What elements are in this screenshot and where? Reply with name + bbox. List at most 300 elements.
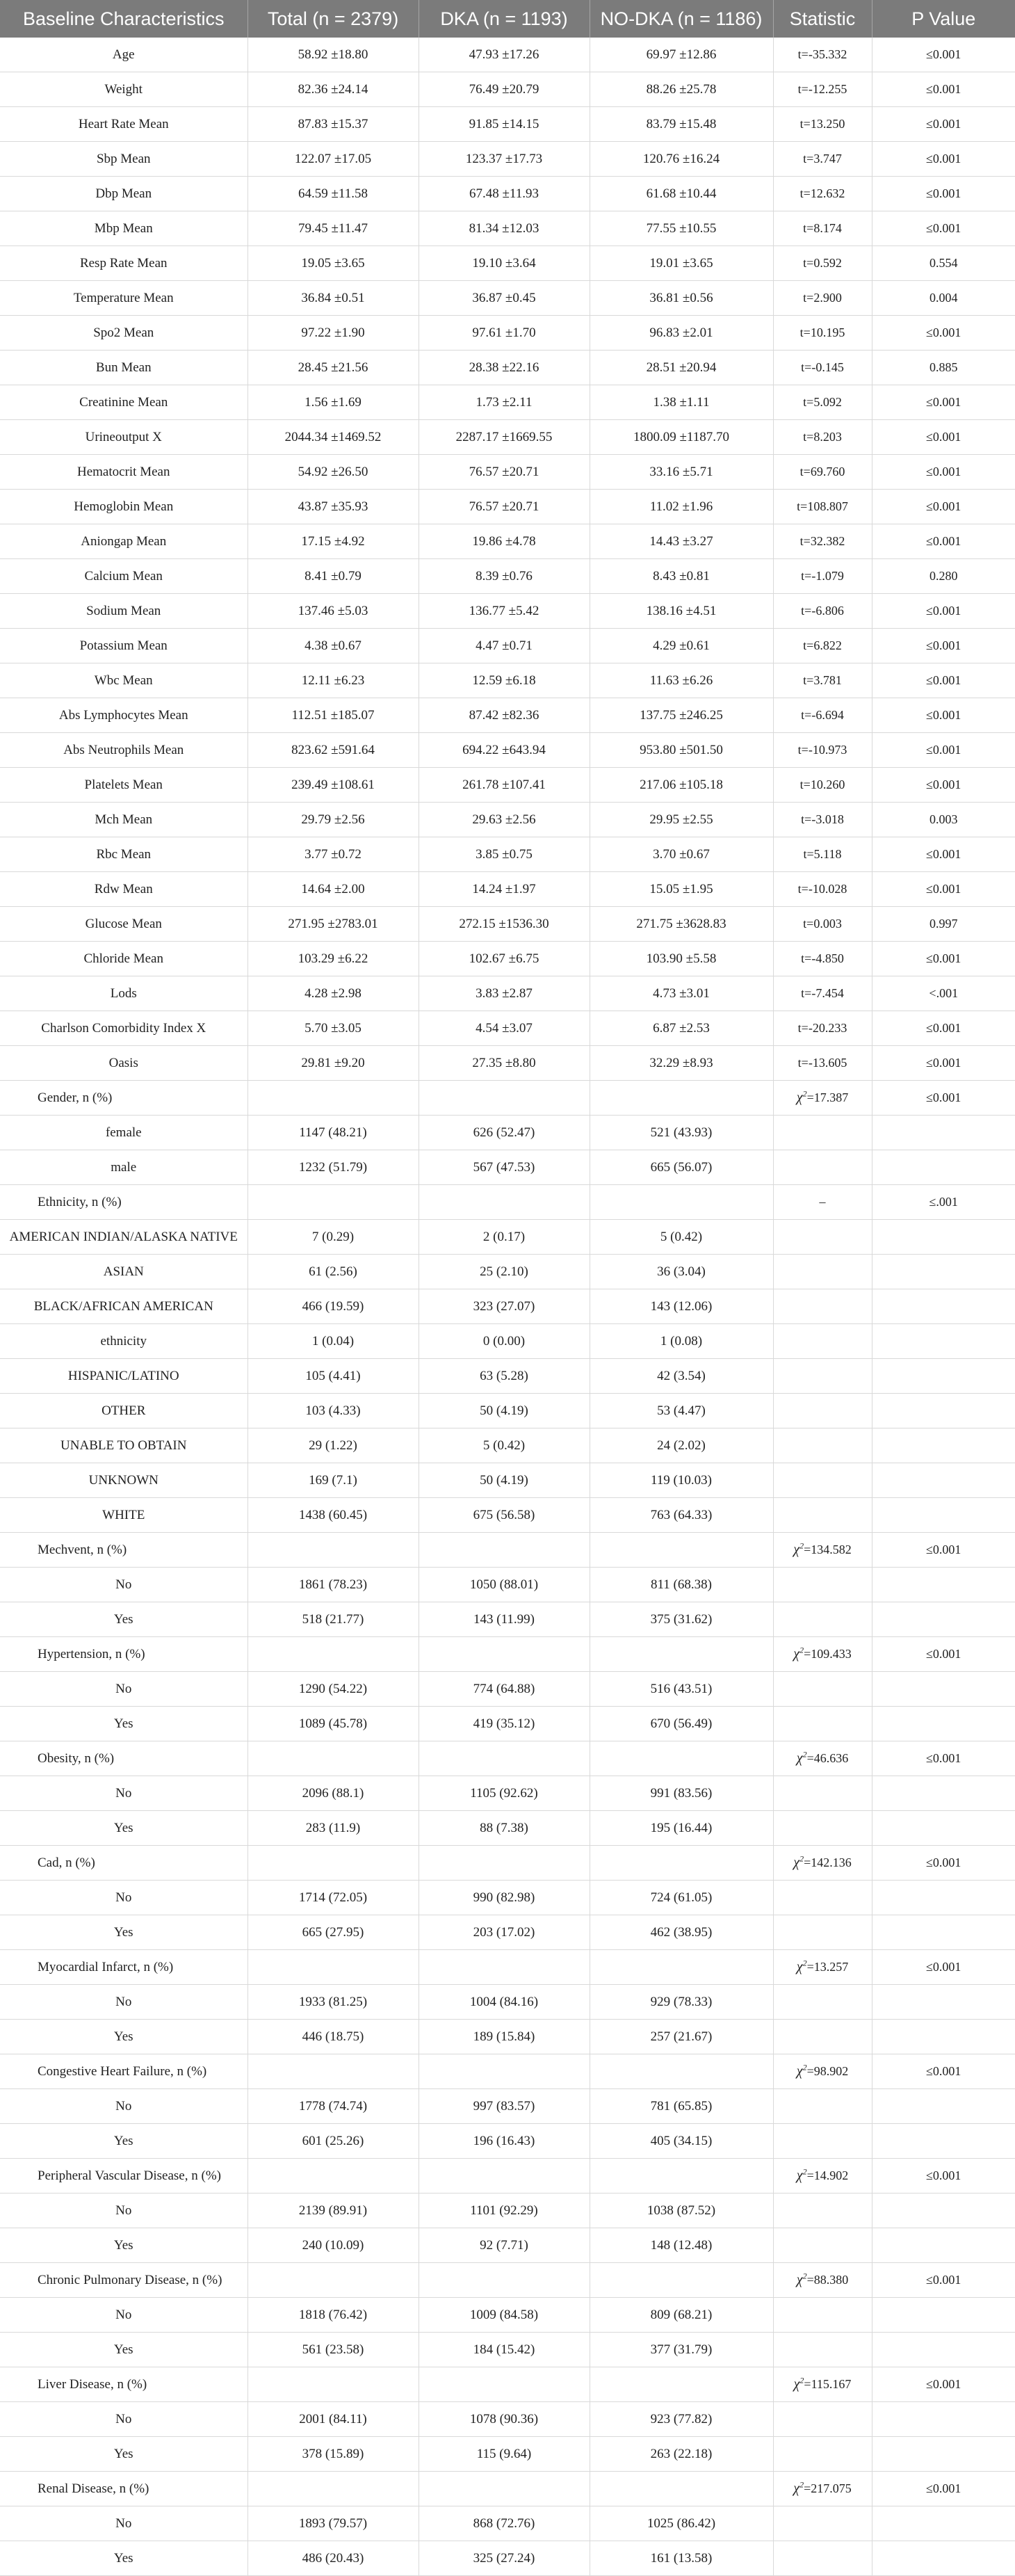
- statistic-value: [773, 2506, 872, 2541]
- no-dka-value: 69.97 ±12.86: [590, 38, 773, 72]
- p-value: [872, 1985, 1015, 2020]
- chi-square-symbol: $\chi^2$: [793, 1540, 804, 1557]
- statistic-value: [773, 2333, 872, 2367]
- table-row: [0, 663, 1015, 698]
- row-label: BLACK/AFRICAN AMERICAN: [0, 1289, 247, 1324]
- p-value: ≤0.001: [872, 1533, 1015, 1568]
- table-group-row: [0, 1741, 1015, 1776]
- no-dka-value: 405 (34.15): [590, 2124, 773, 2159]
- p-value: ≤0.001: [872, 1950, 1015, 1985]
- row-label: Dbp Mean: [0, 177, 247, 211]
- total-value: 1232 (51.79): [247, 1150, 419, 1185]
- statistic-value: [773, 1741, 872, 1776]
- dka-value: 91.85 ±14.15: [419, 107, 590, 142]
- dka-value: 92 (7.71): [419, 2228, 590, 2263]
- table-row: [0, 524, 1015, 559]
- dka-value: 2287.17 ±1669.55: [419, 420, 590, 455]
- statistic-value: [773, 1498, 872, 1533]
- chi-square-symbol: $\chi^2$: [796, 1088, 807, 1105]
- table-row: [0, 733, 1015, 768]
- table-row: [0, 211, 1015, 246]
- statistic-value: t=10.195: [773, 316, 872, 351]
- table-row: [0, 2298, 1015, 2333]
- dka-value: 323 (27.07): [419, 1289, 590, 1324]
- dka-value: 123.37 ±17.73: [419, 142, 590, 177]
- statistic-value: t=-35.332: [773, 38, 872, 72]
- chi-square-value: 98.902: [813, 2064, 849, 2078]
- p-value: ≤0.001: [872, 142, 1015, 177]
- total-value: 58.92 ±18.80: [247, 38, 419, 72]
- total-value: 446 (18.75): [247, 2020, 419, 2054]
- dka-value: 3.85 ±0.75: [419, 837, 590, 872]
- p-value: ≤0.001: [872, 316, 1015, 351]
- row-label: Obesity, n (%): [0, 1741, 247, 1776]
- dka-value: [419, 2263, 590, 2298]
- statistic-value: [773, 2193, 872, 2228]
- total-value: 1714 (72.05): [247, 1881, 419, 1915]
- statistic-value: [773, 1568, 872, 1602]
- row-label: No: [0, 1985, 247, 2020]
- total-value: 54.92 ±26.50: [247, 455, 419, 490]
- row-label: No: [0, 2506, 247, 2541]
- no-dka-value: 462 (38.95): [590, 1915, 773, 1950]
- no-dka-value: 33.16 ±5.71: [590, 455, 773, 490]
- no-dka-value: [590, 1185, 773, 1220]
- row-label: Potassium Mean: [0, 629, 247, 663]
- dka-value: 5 (0.42): [419, 1428, 590, 1463]
- table-row: [0, 1498, 1015, 1533]
- p-value: 0.997: [872, 907, 1015, 942]
- statistic-value: t=6.822: [773, 629, 872, 663]
- table-row: [0, 1811, 1015, 1846]
- no-dka-value: 88.26 ±25.78: [590, 72, 773, 107]
- dka-value: 1105 (92.62): [419, 1776, 590, 1811]
- dka-value: 626 (52.47): [419, 1116, 590, 1150]
- row-label: Rdw Mean: [0, 872, 247, 907]
- dka-value: 1101 (92.29): [419, 2193, 590, 2228]
- no-dka-value: 4.29 ±0.61: [590, 629, 773, 663]
- statistic-value: t=-20.233: [773, 1011, 872, 1046]
- statistic-value: [773, 1463, 872, 1498]
- no-dka-value: 1038 (87.52): [590, 2193, 773, 2228]
- statistic-value: [773, 2054, 872, 2089]
- dka-value: 997 (83.57): [419, 2089, 590, 2124]
- p-value: [872, 1255, 1015, 1289]
- p-value: [872, 2541, 1015, 2576]
- no-dka-value: 137.75 ±246.25: [590, 698, 773, 733]
- p-value: [872, 1568, 1015, 1602]
- statistic-value: t=3.781: [773, 663, 872, 698]
- table-row: [0, 1324, 1015, 1359]
- dka-value: 102.67 ±6.75: [419, 942, 590, 976]
- chi-square-equals: =: [804, 1543, 811, 1556]
- dka-value: [419, 1741, 590, 1776]
- chi-square-value: 142.136: [811, 1855, 852, 1869]
- total-value: 1933 (81.25): [247, 1985, 419, 2020]
- no-dka-value: 377 (31.79): [590, 2333, 773, 2367]
- p-value: ≤0.001: [872, 72, 1015, 107]
- row-label: Yes: [0, 1602, 247, 1637]
- chi-square-value: 109.433: [811, 1647, 852, 1661]
- statistic-value: t=32.382: [773, 524, 872, 559]
- statistic-value: t=13.250: [773, 107, 872, 142]
- row-label: Myocardial Infarct, n (%): [0, 1950, 247, 1985]
- statistic-value: [773, 1289, 872, 1324]
- p-value: 0.885: [872, 351, 1015, 385]
- total-value: 4.38 ±0.67: [247, 629, 419, 663]
- column-header-total: Total (n = 2379): [247, 0, 419, 38]
- p-value: ≤0.001: [872, 837, 1015, 872]
- total-value: 169 (7.1): [247, 1463, 419, 1498]
- no-dka-value: 14.43 ±3.27: [590, 524, 773, 559]
- row-label: Abs Neutrophils Mean: [0, 733, 247, 768]
- no-dka-value: 670 (56.49): [590, 1707, 773, 1741]
- column-header-statistic: Statistic: [773, 0, 872, 38]
- no-dka-value: 28.51 ±20.94: [590, 351, 773, 385]
- dka-value: 272.15 ±1536.30: [419, 907, 590, 942]
- table-row: [0, 1428, 1015, 1463]
- p-value: [872, 2228, 1015, 2263]
- p-value: [872, 1220, 1015, 1255]
- p-value: [872, 1672, 1015, 1707]
- p-value: ≤0.001: [872, 524, 1015, 559]
- no-dka-value: 42 (3.54): [590, 1359, 773, 1394]
- total-value: 122.07 ±17.05: [247, 142, 419, 177]
- table-group-row: [0, 1185, 1015, 1220]
- dka-value: [419, 1846, 590, 1881]
- dka-value: [419, 1185, 590, 1220]
- table-group-row: [0, 1081, 1015, 1116]
- dka-value: 0 (0.00): [419, 1324, 590, 1359]
- table-row: [0, 142, 1015, 177]
- total-value: 5.70 ±3.05: [247, 1011, 419, 1046]
- p-value: ≤0.001: [872, 942, 1015, 976]
- statistic-value: [773, 1950, 872, 1985]
- table-group-row: [0, 1637, 1015, 1672]
- p-value: [872, 1915, 1015, 1950]
- total-value: [247, 2367, 419, 2402]
- row-label: OTHER: [0, 1394, 247, 1428]
- row-label: No: [0, 2298, 247, 2333]
- p-value: 0.003: [872, 803, 1015, 837]
- table-group-row: [0, 1950, 1015, 1985]
- table-row: [0, 490, 1015, 524]
- no-dka-value: 263 (22.18): [590, 2437, 773, 2472]
- row-label: No: [0, 1568, 247, 1602]
- dka-value: 67.48 ±11.93: [419, 177, 590, 211]
- table-row: [0, 698, 1015, 733]
- statistic-value: t=108.807: [773, 490, 872, 524]
- p-value: [872, 1881, 1015, 1915]
- row-label: Oasis: [0, 1046, 247, 1081]
- row-label: Yes: [0, 1915, 247, 1950]
- dka-value: 81.34 ±12.03: [419, 211, 590, 246]
- total-value: 561 (23.58): [247, 2333, 419, 2367]
- statistic-value: [773, 1881, 872, 1915]
- no-dka-value: 103.90 ±5.58: [590, 942, 773, 976]
- row-label: Peripheral Vascular Disease, n (%): [0, 2159, 247, 2193]
- p-value: ≤0.001: [872, 594, 1015, 629]
- row-label: Glucose Mean: [0, 907, 247, 942]
- p-value: ≤0.001: [872, 663, 1015, 698]
- dka-value: 3.83 ±2.87: [419, 976, 590, 1011]
- p-value: ≤0.001: [872, 629, 1015, 663]
- column-header-characteristics: Baseline Characteristics: [0, 0, 247, 38]
- statistic-value: [773, 1150, 872, 1185]
- total-value: 823.62 ±591.64: [247, 733, 419, 768]
- no-dka-value: [590, 2367, 773, 2402]
- statistic-value: [773, 1255, 872, 1289]
- dka-value: 19.86 ±4.78: [419, 524, 590, 559]
- total-value: 283 (11.9): [247, 1811, 419, 1846]
- statistic-value: t=-6.806: [773, 594, 872, 629]
- row-label: Mch Mean: [0, 803, 247, 837]
- table-group-row: [0, 2159, 1015, 2193]
- statistic-value: t=-10.028: [773, 872, 872, 907]
- chi-square-equals: =: [804, 2481, 811, 2495]
- no-dka-value: 77.55 ±10.55: [590, 211, 773, 246]
- row-label: Aniongap Mean: [0, 524, 247, 559]
- p-value: ≤0.001: [872, 1081, 1015, 1116]
- row-label: Cad, n (%): [0, 1846, 247, 1881]
- row-label: Hypertension, n (%): [0, 1637, 247, 1672]
- p-value: <.001: [872, 976, 1015, 1011]
- no-dka-value: 148 (12.48): [590, 2228, 773, 2263]
- p-value: [872, 1463, 1015, 1498]
- dka-value: 87.42 ±82.36: [419, 698, 590, 733]
- row-label: Ethnicity, n (%): [0, 1185, 247, 1220]
- row-label: Rbc Mean: [0, 837, 247, 872]
- no-dka-value: 96.83 ±2.01: [590, 316, 773, 351]
- no-dka-value: 36.81 ±0.56: [590, 281, 773, 316]
- statistic-value: [773, 2437, 872, 2472]
- chi-square-symbol: $\chi^2$: [793, 1645, 804, 1661]
- statistic-value: t=8.174: [773, 211, 872, 246]
- row-label: ethnicity: [0, 1324, 247, 1359]
- row-label: Heart Rate Mean: [0, 107, 247, 142]
- chi-square-equals: =: [806, 2064, 814, 2078]
- no-dka-value: 991 (83.56): [590, 1776, 773, 1811]
- no-dka-value: 4.73 ±3.01: [590, 976, 773, 1011]
- statistic-value: t=12.632: [773, 177, 872, 211]
- no-dka-value: 923 (77.82): [590, 2402, 773, 2437]
- dka-value: 419 (35.12): [419, 1707, 590, 1741]
- total-value: 14.64 ±2.00: [247, 872, 419, 907]
- chi-square-symbol: $\chi^2$: [796, 2271, 807, 2287]
- row-label: Yes: [0, 2020, 247, 2054]
- row-label: Hemoglobin Mean: [0, 490, 247, 524]
- total-value: 1 (0.04): [247, 1324, 419, 1359]
- total-value: 1438 (60.45): [247, 1498, 419, 1533]
- statistic-value: [773, 2020, 872, 2054]
- dka-value: 4.47 ±0.71: [419, 629, 590, 663]
- header-row: [0, 0, 1015, 38]
- dka-value: 189 (15.84): [419, 2020, 590, 2054]
- p-value: 0.004: [872, 281, 1015, 316]
- table-row: [0, 942, 1015, 976]
- row-label: Resp Rate Mean: [0, 246, 247, 281]
- dka-value: 12.59 ±6.18: [419, 663, 590, 698]
- table-row: [0, 1255, 1015, 1289]
- p-value: ≤0.001: [872, 1741, 1015, 1776]
- total-value: 64.59 ±11.58: [247, 177, 419, 211]
- statistic-value: [773, 1707, 872, 1741]
- no-dka-value: [590, 1950, 773, 1985]
- no-dka-value: [590, 1533, 773, 1568]
- row-label: No: [0, 1776, 247, 1811]
- chi-square-equals: =: [806, 2273, 814, 2287]
- no-dka-value: [590, 2263, 773, 2298]
- total-value: 137.46 ±5.03: [247, 594, 419, 629]
- no-dka-value: 1800.09 ±1187.70: [590, 420, 773, 455]
- total-value: 61 (2.56): [247, 1255, 419, 1289]
- total-value: 1089 (45.78): [247, 1707, 419, 1741]
- table-row: [0, 1046, 1015, 1081]
- p-value: [872, 1498, 1015, 1533]
- total-value: [247, 1637, 419, 1672]
- table-row: [0, 2402, 1015, 2437]
- dka-value: 1050 (88.01): [419, 1568, 590, 1602]
- dka-value: 25 (2.10): [419, 1255, 590, 1289]
- statistic-value: [773, 1985, 872, 2020]
- chi-square-equals: =: [806, 1960, 814, 1974]
- no-dka-value: [590, 1846, 773, 1881]
- dka-value: [419, 1081, 590, 1116]
- dka-value: 8.39 ±0.76: [419, 559, 590, 594]
- table-row: [0, 1359, 1015, 1394]
- no-dka-value: [590, 2159, 773, 2193]
- statistic-value: [773, 1637, 872, 1672]
- statistic-value: –: [773, 1185, 872, 1220]
- dka-value: 203 (17.02): [419, 1915, 590, 1950]
- total-value: 103 (4.33): [247, 1394, 419, 1428]
- p-value: [872, 2402, 1015, 2437]
- dka-value: 1004 (84.16): [419, 1985, 590, 2020]
- dka-value: 694.22 ±643.94: [419, 733, 590, 768]
- row-label: Charlson Comorbidity Index X: [0, 1011, 247, 1046]
- total-value: 43.87 ±35.93: [247, 490, 419, 524]
- total-value: 29.81 ±9.20: [247, 1046, 419, 1081]
- table-group-row: [0, 1846, 1015, 1881]
- p-value: ≤0.001: [872, 2054, 1015, 2089]
- p-value: ≤0.001: [872, 2263, 1015, 2298]
- row-label: Sodium Mean: [0, 594, 247, 629]
- no-dka-value: 375 (31.62): [590, 1602, 773, 1637]
- table-row: [0, 246, 1015, 281]
- total-value: 378 (15.89): [247, 2437, 419, 2472]
- chi-square-equals: =: [806, 1751, 814, 1765]
- dka-value: 136.77 ±5.42: [419, 594, 590, 629]
- p-value: ≤0.001: [872, 107, 1015, 142]
- table-row: [0, 1289, 1015, 1324]
- row-label: UNKNOWN: [0, 1463, 247, 1498]
- row-label: Age: [0, 38, 247, 72]
- dka-value: 50 (4.19): [419, 1394, 590, 1428]
- p-value: ≤0.001: [872, 1046, 1015, 1081]
- total-value: 518 (21.77): [247, 1602, 419, 1637]
- table-row: [0, 768, 1015, 803]
- table-row: [0, 1707, 1015, 1741]
- no-dka-value: 724 (61.05): [590, 1881, 773, 1915]
- dka-value: 675 (56.58): [419, 1498, 590, 1533]
- statistic-value: [773, 2263, 872, 2298]
- table-group-row: [0, 2472, 1015, 2506]
- total-value: 601 (25.26): [247, 2124, 419, 2159]
- chi-square-value: 134.582: [811, 1543, 852, 1556]
- row-label: Chloride Mean: [0, 942, 247, 976]
- row-label: Chronic Pulmonary Disease, n (%): [0, 2263, 247, 2298]
- dka-value: 76.49 ±20.79: [419, 72, 590, 107]
- statistic-value: [773, 1220, 872, 1255]
- dka-value: 261.78 ±107.41: [419, 768, 590, 803]
- no-dka-value: 1 (0.08): [590, 1324, 773, 1359]
- table-row: [0, 316, 1015, 351]
- p-value: [872, 1602, 1015, 1637]
- chi-square-value: 14.902: [813, 2168, 849, 2182]
- chi-square-symbol: $\chi^2$: [793, 2375, 804, 2392]
- table-row: [0, 2228, 1015, 2263]
- statistic-value: [773, 2298, 872, 2333]
- no-dka-value: 120.76 ±16.24: [590, 142, 773, 177]
- row-label: female: [0, 1116, 247, 1150]
- no-dka-value: [590, 1081, 773, 1116]
- row-label: Sbp Mean: [0, 142, 247, 177]
- total-value: 29.79 ±2.56: [247, 803, 419, 837]
- dka-value: 88 (7.38): [419, 1811, 590, 1846]
- total-value: 4.28 ±2.98: [247, 976, 419, 1011]
- table-row: [0, 976, 1015, 1011]
- table-row: [0, 351, 1015, 385]
- statistic-value: t=0.592: [773, 246, 872, 281]
- no-dka-value: 257 (21.67): [590, 2020, 773, 2054]
- dka-value: 774 (64.88): [419, 1672, 590, 1707]
- table-row: [0, 1220, 1015, 1255]
- total-value: 665 (27.95): [247, 1915, 419, 1950]
- p-value: ≤0.001: [872, 2472, 1015, 2506]
- dka-value: 14.24 ±1.97: [419, 872, 590, 907]
- table-row: [0, 629, 1015, 663]
- total-value: 79.45 ±11.47: [247, 211, 419, 246]
- statistic-value: t=-3.018: [773, 803, 872, 837]
- table-row: [0, 1672, 1015, 1707]
- table-row: [0, 72, 1015, 107]
- statistic-value: [773, 2124, 872, 2159]
- table-row: [0, 1394, 1015, 1428]
- dka-value: 2 (0.17): [419, 1220, 590, 1255]
- total-value: 3.77 ±0.72: [247, 837, 419, 872]
- statistic-value: [773, 1602, 872, 1637]
- table-row: [0, 1463, 1015, 1498]
- total-value: 1147 (48.21): [247, 1116, 419, 1150]
- no-dka-value: [590, 1741, 773, 1776]
- table-row: [0, 2437, 1015, 2472]
- p-value: ≤0.001: [872, 733, 1015, 768]
- row-label: male: [0, 1150, 247, 1185]
- table-row: [0, 803, 1015, 837]
- dka-value: 143 (11.99): [419, 1602, 590, 1637]
- p-value: [872, 1811, 1015, 1846]
- no-dka-value: 516 (43.51): [590, 1672, 773, 1707]
- no-dka-value: 161 (13.58): [590, 2541, 773, 2576]
- table-row: [0, 559, 1015, 594]
- row-label: Creatinine Mean: [0, 385, 247, 420]
- statistic-value: [773, 2541, 872, 2576]
- total-value: 19.05 ±3.65: [247, 246, 419, 281]
- dka-value: 1078 (90.36): [419, 2402, 590, 2437]
- chi-square-value: 88.380: [813, 2273, 849, 2287]
- statistic-value: [773, 1846, 872, 1881]
- p-value: ≤0.001: [872, 2367, 1015, 2402]
